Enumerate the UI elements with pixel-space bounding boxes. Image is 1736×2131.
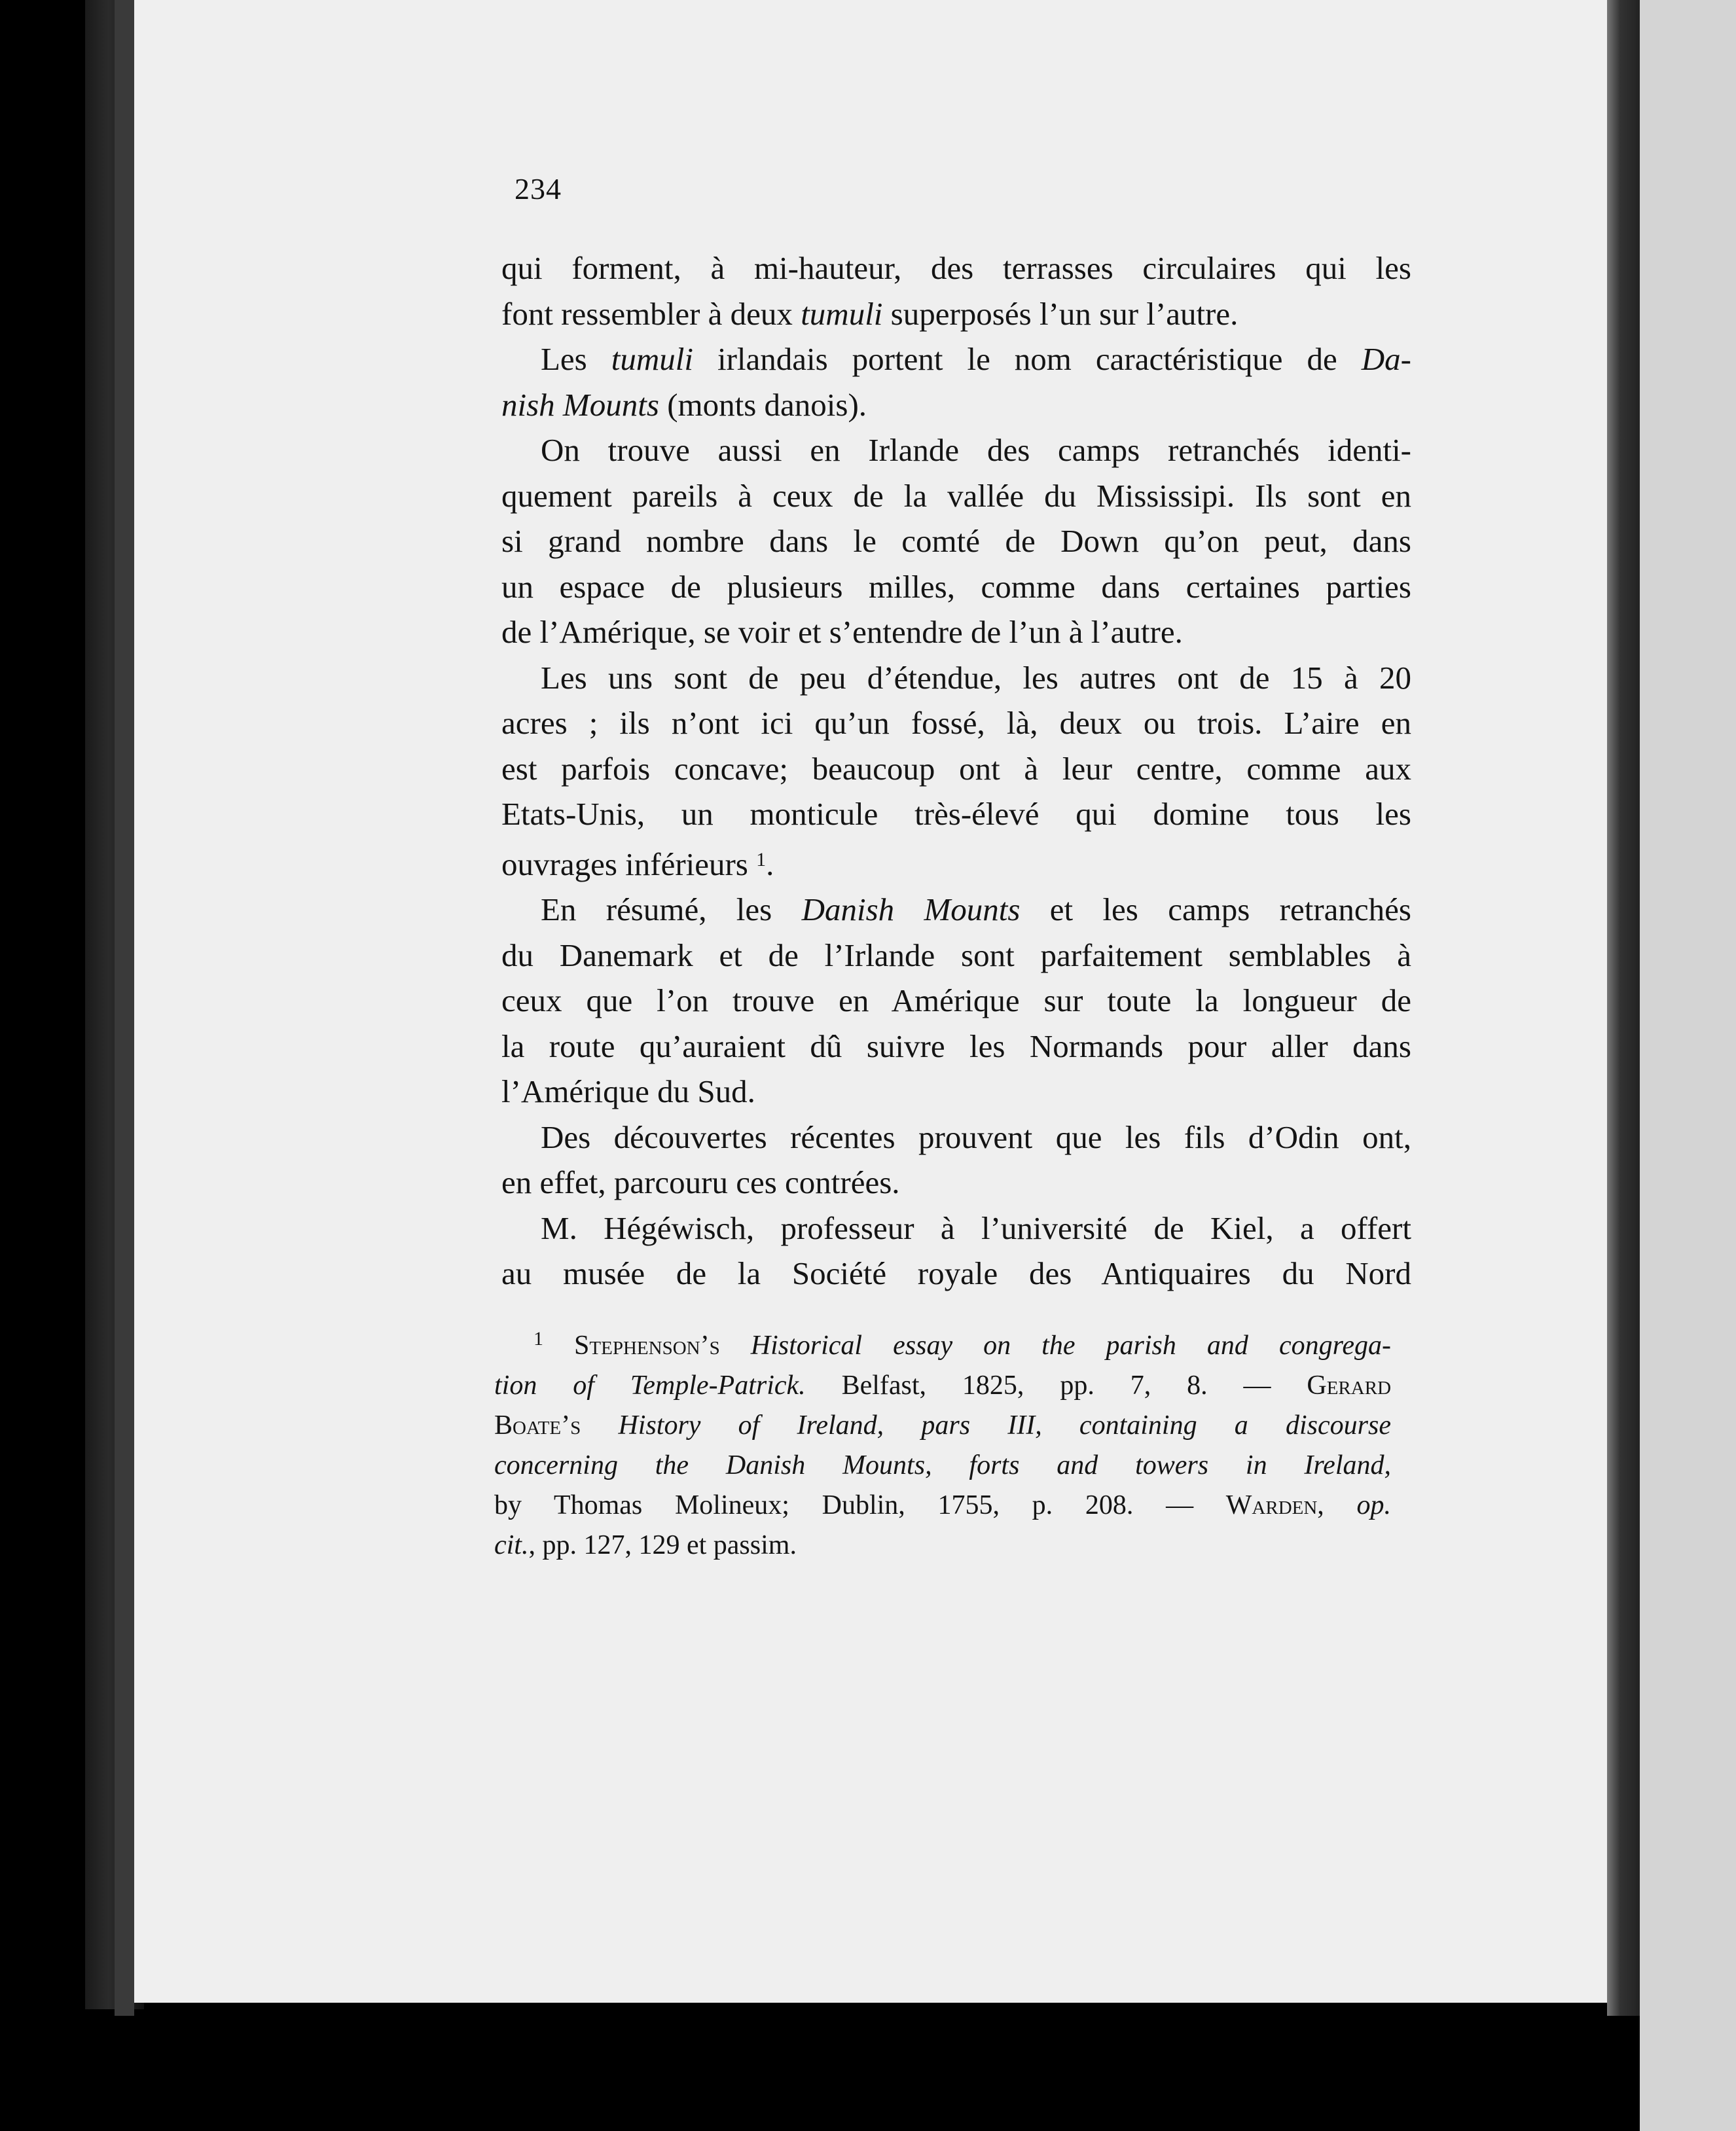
body-line: Des découvertes récentes prouvent que les fils d’Odin ont, (541, 1119, 1411, 1155)
body-line: quement pareils à ceux de la vallée du Mississipi. Ils sont en (501, 477, 1411, 514)
body-line: On trouve aussi en Irlande des camps retranchés identi- (541, 432, 1411, 468)
body-line: est parfois concave; beaucoup ont à leur centre, comme aux (501, 750, 1411, 787)
body-line: font ressembler à deux tumuli superposés l’un sur l’autre. (501, 295, 1239, 332)
footnote-line: concerning the Danish Mounts, forts and towers in Ireland, (494, 1450, 1391, 1480)
body-line: du Danemark et de l’Irlande sont parfaitement semblables à (501, 937, 1411, 973)
adjacent-page (1640, 0, 1736, 2131)
footnote-line: Boate’s History of Ireland, pars III, containing a discourse (494, 1410, 1391, 1441)
body-line: qui forment, à mi-hauteur, des terrasses circulaires qui les (501, 250, 1411, 286)
gutter-right (1607, 0, 1640, 2016)
body-line: Les uns sont de peu d’étendue, les autres ont de 15 à 20 (541, 659, 1411, 696)
body-line: acres ; ils n’ont ici qu’un fossé, là, deux ou trois. L’aire en (501, 705, 1411, 741)
body-line: en effet, parcouru ces contrées. (501, 1164, 900, 1200)
body-line: M. Hégéwisch, professeur à l’université de Kiel, a offert (541, 1209, 1411, 1246)
body-line: Etats-Unis, un monticule très-élevé qui domine tous les (501, 796, 1411, 832)
body-line: l’Amérique du Sud. (501, 1073, 755, 1109)
page-number: 234 (515, 172, 562, 206)
binding-edge-band (115, 0, 134, 2016)
body-line: un espace de plusieurs milles, comme dans certaines parties (501, 568, 1411, 605)
footnote-marker: 1 (533, 1328, 543, 1350)
body-line: au musée de la Société royale des Antiquaires du Nord (501, 1255, 1411, 1291)
body-line: de l’Amérique, se voir et s’entendre de l’un à l’autre. (501, 614, 1183, 650)
body-line: ceux que l’on trouve en Amérique sur toute la longueur de (501, 982, 1411, 1018)
footnote-line: cit., pp. 127, 129 et passim. (494, 1530, 797, 1560)
footnote-line: by Thomas Molineux; Dublin, 1755, p. 208. — Warden, op. (494, 1490, 1392, 1520)
body-line: En résumé, les Danish Mounts et les camps retranchés (541, 891, 1411, 927)
body-line: nish Mounts (monts danois). (501, 386, 867, 423)
footnotes (494, 1319, 1391, 1566)
footnote-line: tion of Temple-Patrick. Belfast, 1825, pp. 7, 8. — Gerard (494, 1370, 1392, 1401)
footnote-ref: 1 (756, 848, 767, 870)
body-line: la route qu’auraient dû suivre les Normands pour aller dans (501, 1028, 1411, 1064)
footnote-line: $^1$ Stephenson’s Historical essay on the parish and congrega- (533, 1328, 1391, 1361)
body-line: si grand nombre dans le comté de Down qu’on peut, dans (501, 523, 1411, 559)
body-line: ouvrages inférieurs $^1$. (501, 846, 774, 882)
body-line: Les tumuli irlandais portent le nom caractéristique de Da- (541, 341, 1411, 377)
body-text (501, 245, 1411, 1297)
